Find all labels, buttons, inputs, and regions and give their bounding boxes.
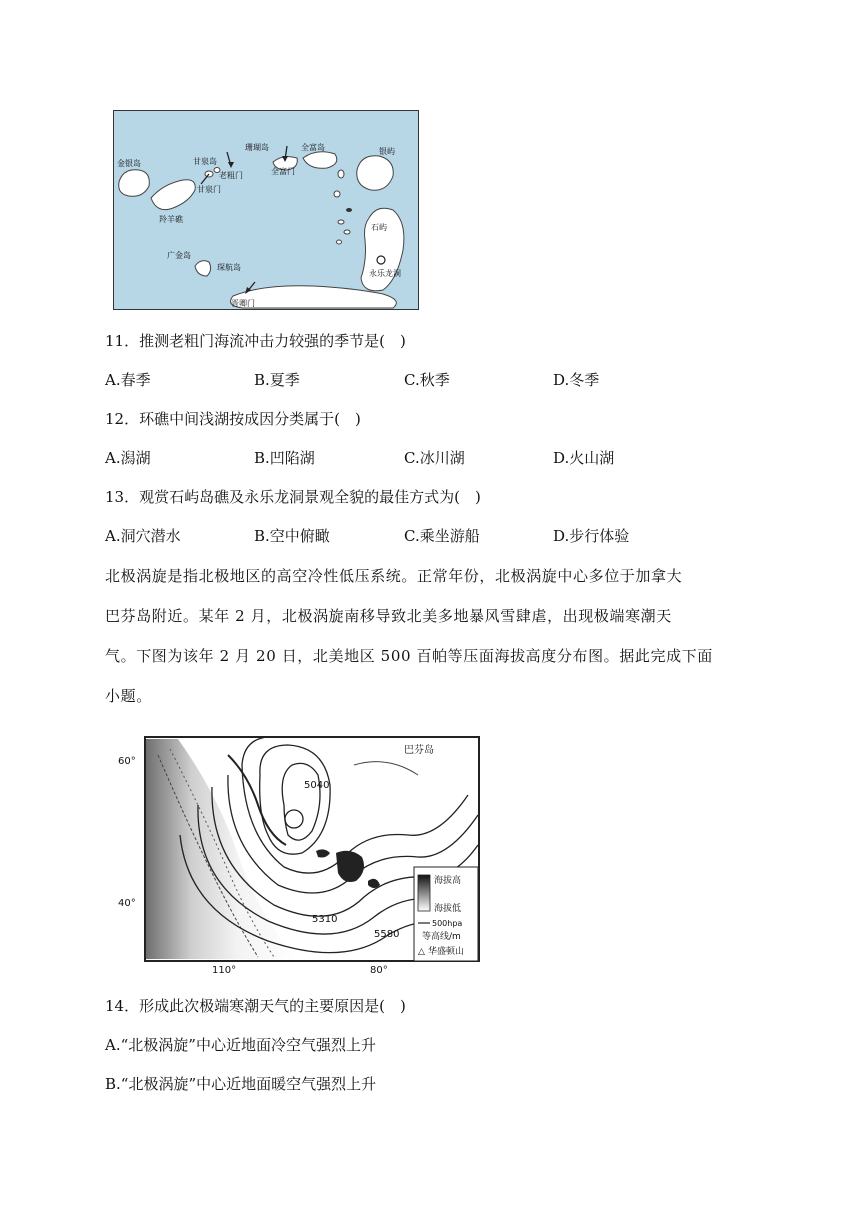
q12-option-a[interactable]: A.潟湖 [105,449,151,467]
q13-option-a[interactable]: A.洞穴潜水 [105,527,181,545]
xisha-islands-map [113,110,419,310]
label-shanhu: 珊瑚岛 [245,143,269,152]
contour-label-5580: 5580 [374,929,400,940]
lon-label-80: 80° [370,965,388,975]
yinyu-island-shape [357,156,393,190]
legend-contour-unit: 等高线/m [422,932,461,942]
lon-label-110: 110° [212,965,237,975]
place-baffin: 巴芬岛 [404,745,434,756]
peak-triangle-icon: △ [418,947,425,957]
north-america-500hpa-map [118,735,486,975]
lat-label-60: 60° [118,756,136,767]
q11-option-a[interactable]: A.春季 [105,371,151,389]
label-shiyu: 石屿 [371,223,387,232]
q11-option-b[interactable]: B.夏季 [254,371,300,389]
q14-stem: 14．形成此次极端寒潮天气的主要原因是( ) [105,997,406,1015]
q14-option-b[interactable]: B.“北极涡旋”中心近地面暖空气强烈上升 [105,1075,377,1093]
label-guangjin: 广金岛 [167,251,191,260]
label-jinqingmen2: 晋卿门 [231,299,255,308]
passage-line-2: 巴芬岛附近。某年 2 月，北极涡旋南移导致北美多地暴风雪肆虐，出现极端寒潮天 [105,607,672,625]
q13-option-c[interactable]: C.乘坐游船 [404,527,480,545]
q12-stem: 12．环礁中间浅湖按成因分类属于( ) [105,410,361,428]
q14-option-a[interactable]: A.“北极涡旋”中心近地面冷空气强烈上升 [105,1036,376,1054]
legend-high: 海拔高 [434,876,462,886]
q11-stem: 11．推测老粗门海流冲击力较强的季节是( ) [105,332,406,350]
legend-peak: 华盛顿山 [428,947,465,957]
legend-low: 海拔低 [434,904,462,914]
label-jinqingmen: 全富门 [271,167,295,176]
label-lingyang: 羚羊礁 [159,215,183,224]
passage-line-4: 小题。 [105,687,152,705]
label-chenhang: 琛航岛 [217,263,241,272]
q12-option-d[interactable]: D.火山湖 [553,449,615,467]
jinyin-island-shape [119,170,150,197]
label-laocumen: 老粗门 [219,171,243,180]
legend-contour: 500hpa [432,919,463,928]
q12-option-b[interactable]: B.凹陷湖 [254,449,315,467]
label-ganquanmen: 甘泉门 [197,185,221,194]
q11-option-d[interactable]: D.冬季 [553,371,600,389]
q11-option-c[interactable]: C.秋季 [404,371,450,389]
contour-label-5310: 5310 [312,914,338,925]
label-jinyin: 金银岛 [117,159,141,168]
q13-option-b[interactable]: B.空中俯瞰 [254,527,330,545]
yongle-blue-hole-marker [377,256,385,264]
q13-stem: 13．观赏石屿岛礁及永乐龙洞景观全貌的最佳方式为( ) [105,488,481,506]
passage-line-3: 气。下图为该年 2 月 20 日，北美地区 500 百帕等压面海拔高度分布图。据此完成下面 [105,647,713,665]
contour-label-5040: 5040 [304,780,330,791]
q13-option-d[interactable]: D.步行体验 [553,527,630,545]
label-ganquan: 甘泉岛 [193,157,217,166]
passage-line-1: 北极涡旋是指北极地区的高空冷性低压系统。正常年份，北极涡旋中心多位于加拿大 [105,567,683,585]
map-legend [414,867,478,961]
label-yongle: 永乐龙洞 [369,269,401,278]
lat-label-40: 40° [118,898,136,909]
label-yinyu: 银屿 [379,147,395,156]
label-jinqing: 全富岛 [301,143,325,152]
q12-option-c[interactable]: C.冰川湖 [404,449,465,467]
